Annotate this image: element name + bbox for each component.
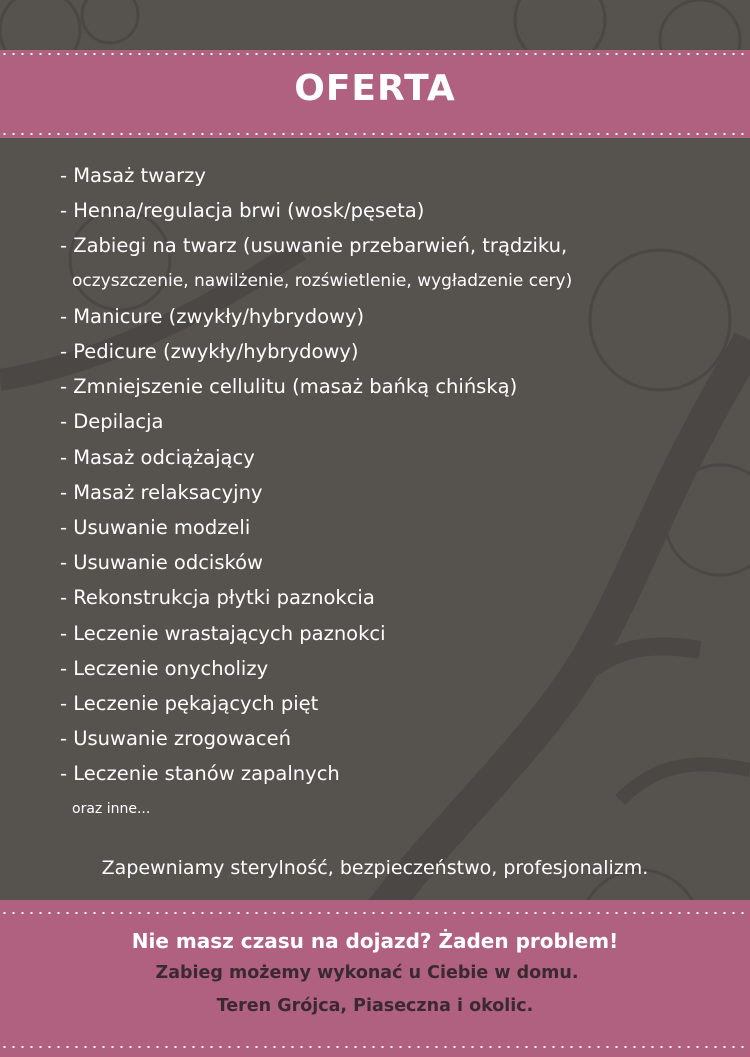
header-band <box>0 50 750 138</box>
list-item: - Leczenie wrastających paznokci <box>60 621 386 645</box>
list-item: - Usuwanie zrogowaceń <box>60 727 291 751</box>
list-item: - Manicure (zwykły/hybrydowy) <box>60 304 365 328</box>
footer-area-text: Teren Grójca, Piaseczna i okolic. <box>216 996 534 1016</box>
list-item: - Masaż twarzy <box>60 164 206 187</box>
list-item: - Leczenie pękających pięt <box>60 692 319 716</box>
list-item: - Usuwanie odcisków <box>60 551 263 575</box>
list-item: - Masaż relaksacyjny <box>60 480 263 504</box>
list-item: - Leczenie stanów zapalnych <box>60 762 340 786</box>
dotted-divider <box>0 1046 750 1048</box>
list-item: - Depilacja <box>60 410 164 434</box>
page-title: OFERTA <box>294 68 456 109</box>
offer-list <box>60 158 720 827</box>
dotted-divider <box>0 912 750 914</box>
list-item: - Masaż odciążający <box>60 445 255 469</box>
dotted-divider <box>0 133 750 135</box>
list-item: - Rekonstrukcja płytki paznokcia <box>60 586 375 610</box>
list-item: - Pedicure (zwykły/hybrydowy) <box>60 340 359 364</box>
list-note: oraz inne... <box>72 800 151 817</box>
list-item: - Leczenie onycholizy <box>60 656 269 680</box>
tagline: Zapewniamy sterylność, bezpieczeństwo, profesjonalizm. <box>101 857 649 879</box>
footer-headline: Nie masz czasu na dojazd? Żaden problem! <box>131 929 619 953</box>
list-item: - Henna/regulacja brwi (wosk/pęseta) <box>60 199 425 223</box>
list-item: - Zmniejszenie cellulitu (masaż bańką chińską) <box>60 375 518 399</box>
footer-band <box>0 900 750 1057</box>
dotted-divider <box>0 53 750 55</box>
list-item: - Usuwanie modzeli <box>60 516 251 540</box>
list-item-continuation: oczyszczenie, nawilżenie, rozświetlenie, wygładzenie cery) <box>72 270 573 291</box>
footer-text: Zabieg możemy wykonać u Ciebie w domu. <box>155 963 579 983</box>
list-item: - Zabiegi na twarz (usuwanie przebarwień, trądziku, <box>60 234 568 258</box>
